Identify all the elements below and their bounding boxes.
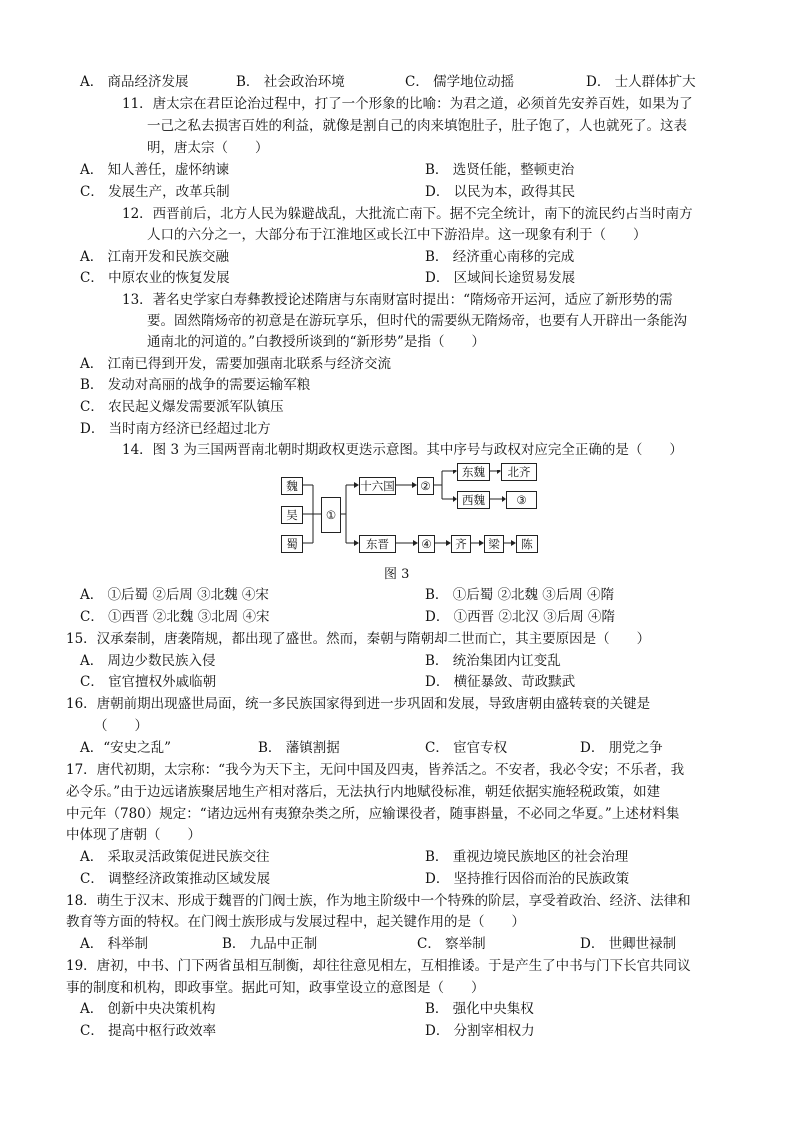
box-wei: 魏 xyxy=(281,477,303,495)
q14-option-d: D． ①西晋 ②北汉 ③后周 ④隋 xyxy=(425,609,615,625)
q19-stem-line: 19．唐初，中书、门下两省虽相互制衡，却往往意见相左，互相推诿。于是产生了中书与门下长官共同议 xyxy=(66,958,691,974)
q15-stem-line: 15．汉承秦制，唐袭隋规，都出现了盛世。然而，秦朝与隋朝却二世而亡，其主要原因是（ ） xyxy=(66,631,651,647)
q17-stem-line: 17．唐代初期，太宗称：“我今为天下主，无问中国及四夷，皆养活之。不安者，我必令安；不乐者，我 xyxy=(66,762,685,778)
q15-option-c: C． 宦官擅权外戚临朝 xyxy=(80,674,217,690)
q19-option-c: C． 提高中枢行政效率 xyxy=(80,1023,217,1039)
q12-option-b: B． 经济重心南移的完成 xyxy=(425,249,575,265)
q11-option-d: D． 以民为本，政得其民 xyxy=(425,184,576,200)
box-shiliuguo: 十六国 xyxy=(360,479,395,493)
q17-stem-line: 中体现了唐朝（ ） xyxy=(66,827,201,843)
q12-stem-line: 12．西晋前后，北方人民为躲避战乱，大批流亡南下。据不完全统计，南下的流民约占当时南方 xyxy=(122,206,693,222)
diagram-connectors xyxy=(276,470,556,562)
box-xiwei: 西魏 xyxy=(457,491,490,509)
q12-option-a: A． 江南开发和民族交融 xyxy=(80,249,230,265)
q13-stem-line: 通南北的河道的。”白教授所谈到的“新形势”是指（ ） xyxy=(147,334,485,350)
q16-stem-line: 16．唐朝前期出现盛世局面，统一多民族国家得到进一步巩固和发展，导致唐朝由盛转衰的关键是 xyxy=(66,696,651,712)
q10-option-a: A． 商品经济发展 xyxy=(80,74,189,90)
q15-option-b: B． 统治集团内讧变乱 xyxy=(425,653,561,669)
q17-stem-line: 中元年（780）规定：“诸边远州有夷獠杂类之所，应输课役者，随事斟量，不必同之华夏。”上述材料集 xyxy=(66,806,680,822)
q18-option-a: A． 科举制 xyxy=(80,936,149,952)
q13-stem-line: 13．著名史学家白寿彝教授论述隋唐与东南财富时提出：“隋炀帝开运河，适应了新形势的需 xyxy=(122,292,673,308)
q19-stem-line: 事的制度和机构，即政事堂。据此可知，政事堂设立的意图是（ ） xyxy=(66,980,485,996)
q18-stem-line: 18．萌生于汉末、形成于魏晋的门阀士族，作为地主阶级中一个特殊的阶层，享受着政治、经济、法律和 xyxy=(66,893,691,909)
q11-stem-line: 明，唐太宗（ ） xyxy=(147,140,269,156)
q11-stem-line: 一己之私去损害百姓的利益，就像是割自己的肉来填饱肚子，肚子饱了，人也就死了。这表 xyxy=(147,118,687,134)
q14-option-c: C． ①西晋 ②北魏 ③北周 ④宋 xyxy=(80,609,270,625)
q16-option-b: B． 藩镇割据 xyxy=(258,740,340,756)
q12-stem-line: 人口的六分之一，大部分布于江淮地区或长江中下游沿岸。这一现象有利于（ ） xyxy=(147,227,647,243)
regime-succession-diagram xyxy=(276,465,556,562)
q19-option-a: A． 创新中央决策机构 xyxy=(80,1001,216,1017)
q17-option-d: D． 坚持推行因俗而治的民族政策 xyxy=(425,871,630,887)
q19-option-d: D． 分割宰相权力 xyxy=(425,1023,535,1039)
box-liang: 梁 xyxy=(484,535,504,553)
box-blank-1: ① xyxy=(321,497,341,533)
box-wu: 吴 xyxy=(281,506,303,524)
q13-stem-line: 要。固然隋炀帝的初意是在游玩享乐，但时代的需要纵无隋炀帝，也要有人开辟出一条能沟 xyxy=(147,313,687,329)
q18-option-c: C． 察举制 xyxy=(417,936,486,952)
q12-option-d: D． 区域间长途贸易发展 xyxy=(425,270,576,286)
box-dongjin: 东晋 xyxy=(359,535,396,553)
q16-option-d: D． 朋党之争 xyxy=(580,740,663,756)
q16-option-c: C． 宦官专权 xyxy=(425,740,508,756)
q11-option-b: B． 选贤任能，整顿吏治 xyxy=(425,162,575,178)
q11-stem-line: 11．唐太宗在君臣论治过程中，打了一个形象的比喻：为君之道，必须首先安养百姓，如果为了 xyxy=(122,96,693,112)
q10-option-b: B． 社会政治环境 xyxy=(236,74,345,90)
q16-option-a: A．“安史之乱” xyxy=(80,740,172,756)
q17-option-c: C． 调整经济政策推动区域发展 xyxy=(80,871,271,887)
q13-option-b: B． 发动对高丽的战争的需要运输军粮 xyxy=(80,377,311,393)
q15-option-d: D． 横征暴敛、苛政黩武 xyxy=(425,674,576,690)
q14-option-b: B． ①后蜀 ②北魏 ③后周 ④隋 xyxy=(425,587,615,603)
q12-option-c: C． 中原农业的恢复发展 xyxy=(80,270,230,286)
q13-option-a: A． 江南已得到开发，需要加强南北联系与经济交流 xyxy=(80,356,392,372)
q14-stem-line: 14．图 3 为三国两晋南北朝时期政权更迭示意图。其中序号与政权对应完全正确的是（ ） xyxy=(122,442,683,458)
q14-option-a: A． ①后蜀 ②后周 ③北魏 ④宋 xyxy=(80,587,269,603)
q19-option-b: B． 强化中央集权 xyxy=(425,1001,534,1017)
box-blank-3: ③ xyxy=(506,491,537,509)
box-shu: 蜀 xyxy=(281,535,303,553)
q16-stem-line: （ ） xyxy=(94,718,148,734)
q18-stem-line: 教育等方面的特权。在门阀士族形成与发展过程中，起关键作用的是（ ） xyxy=(66,914,525,930)
figure-caption: 图 3 xyxy=(384,567,410,582)
q18-option-d: D． 世卿世禄制 xyxy=(580,936,677,952)
q11-option-a: A． 知人善任，虚怀纳谏 xyxy=(80,162,230,178)
box-chen: 陈 xyxy=(516,535,538,553)
q10-option-d: D． 士人群体扩大 xyxy=(586,74,696,90)
q17-option-b: B． 重视边境民族地区的社会治理 xyxy=(425,849,629,865)
q17-option-a: A． 采取灵活政策促进民族交往 xyxy=(80,849,270,865)
q13-option-d: D． 当时南方经济已经超过北方 xyxy=(80,421,271,437)
q18-option-b: B． 九品中正制 xyxy=(222,936,318,952)
q13-option-c: C． 农民起义爆发需要派军队镇压 xyxy=(80,399,284,415)
box-beiqi: 北齐 xyxy=(501,463,537,481)
box-blank-4: ④ xyxy=(418,535,435,553)
q15-option-a: A． 周边少数民族入侵 xyxy=(80,653,216,669)
box-qi: 齐 xyxy=(451,535,471,553)
box-dongwei: 东魏 xyxy=(457,463,490,481)
q11-option-c: C． 发展生产，改革兵制 xyxy=(80,184,230,200)
q10-option-c: C． 儒学地位动摇 xyxy=(405,74,515,90)
box-blank-2: ② xyxy=(417,477,434,495)
q17-stem-line: 必令乐。”由于边远诸族聚居地生产相对落后，无法执行内地赋役标准，朝廷依据实施轻税政策，如建 xyxy=(66,784,661,800)
